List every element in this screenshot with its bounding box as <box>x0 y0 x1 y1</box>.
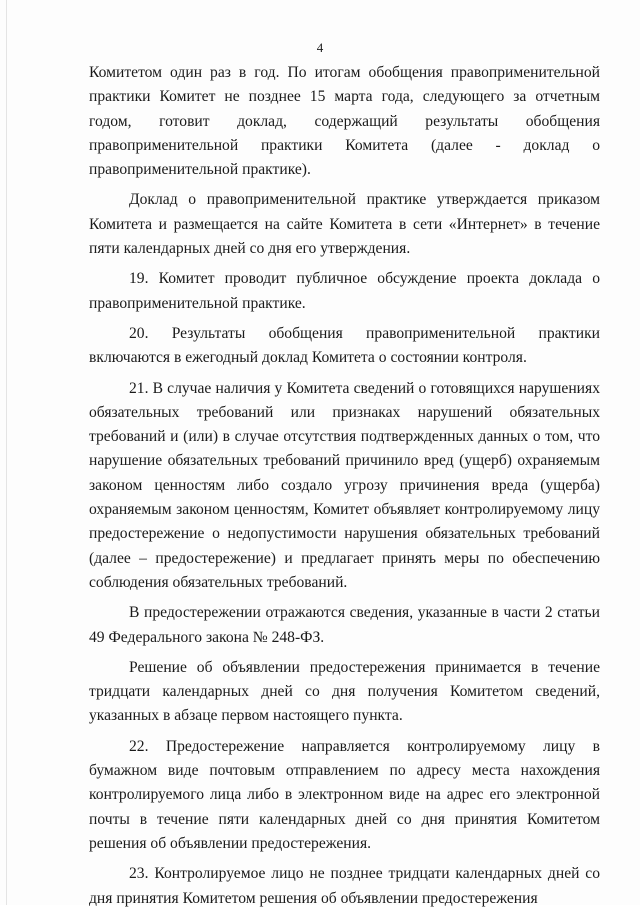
document-body <box>89 61 600 911</box>
paragraph-21-decision: Решение об объявлении предостережения принимается в течение тридцати календарных дней со дня получения Комитетом сведений, указанных в абзаце первом настоящего пункта. <box>89 658 600 725</box>
page-number: 4 <box>316 40 324 55</box>
paragraph-19: 19. Комитет проводит публичное обсуждение проекта доклада о правоприменительной практике. <box>89 270 600 312</box>
paragraph-22: 22. Предостережение направляется контролируемому лицу в бумажном виде почтовым отправлением по адресу места нахождения контролируемого лица либо в электронном виде на адрес его электронной почты в течение пяти календарных дней со дня принятия Комитетом решения об объявлении предостережения. <box>89 737 600 852</box>
scan-edge <box>6 0 7 905</box>
paragraph-continuation: Комитетом один раз в год. По итогам обобщения правоприменительной практики Комитет не позднее 15 марта года, следующего за отчетным годом, готовит доклад, содержащий результаты обобщения правоприменительной практики Комитета (далее - доклад о правоприменительной практике). <box>89 64 600 179</box>
paragraph-20: 20. Результаты обобщения правоприменительной практики включаются в ежегодный доклад Комитета о состоянии контроля. <box>89 324 600 367</box>
paragraph-21-warning-content: В предостережении отражаются сведения, указанные в части 2 статьи 49 Федерального закона № 248-ФЗ. <box>89 604 600 646</box>
paragraph-report-approval: Доклад о правоприменительной практике утверждается приказом Комитета и размещается на сайте Комитета в сети «Интернет» в течение пяти календарных дней со дня его утверждения. <box>89 191 600 258</box>
paragraph-21: 21. В случае наличия у Комитета сведений о готовящихся нарушениях обязательных требований или признаках нарушений обязательных требований и (или) в случае отсутствия подтвержденных данных о том, что нарушение обязательных требований причинило вред (ущерб) охраняемым законом ценностям либо создало угрозу причинения вреда (ущерба) охраняемым законом ценностям, Комитет объявляет контролируемому лицу предостережение о недопустимости нарушения обязательных требований (далее – предостережение) и предлагает принять меры по обеспечению соблюдения обязательных требований. <box>89 379 600 591</box>
paragraph-23: 23. Контролируемое лицо не позднее тридцати календарных дней со дня принятия Комитетом решения об объявлении предостережения <box>89 865 600 907</box>
